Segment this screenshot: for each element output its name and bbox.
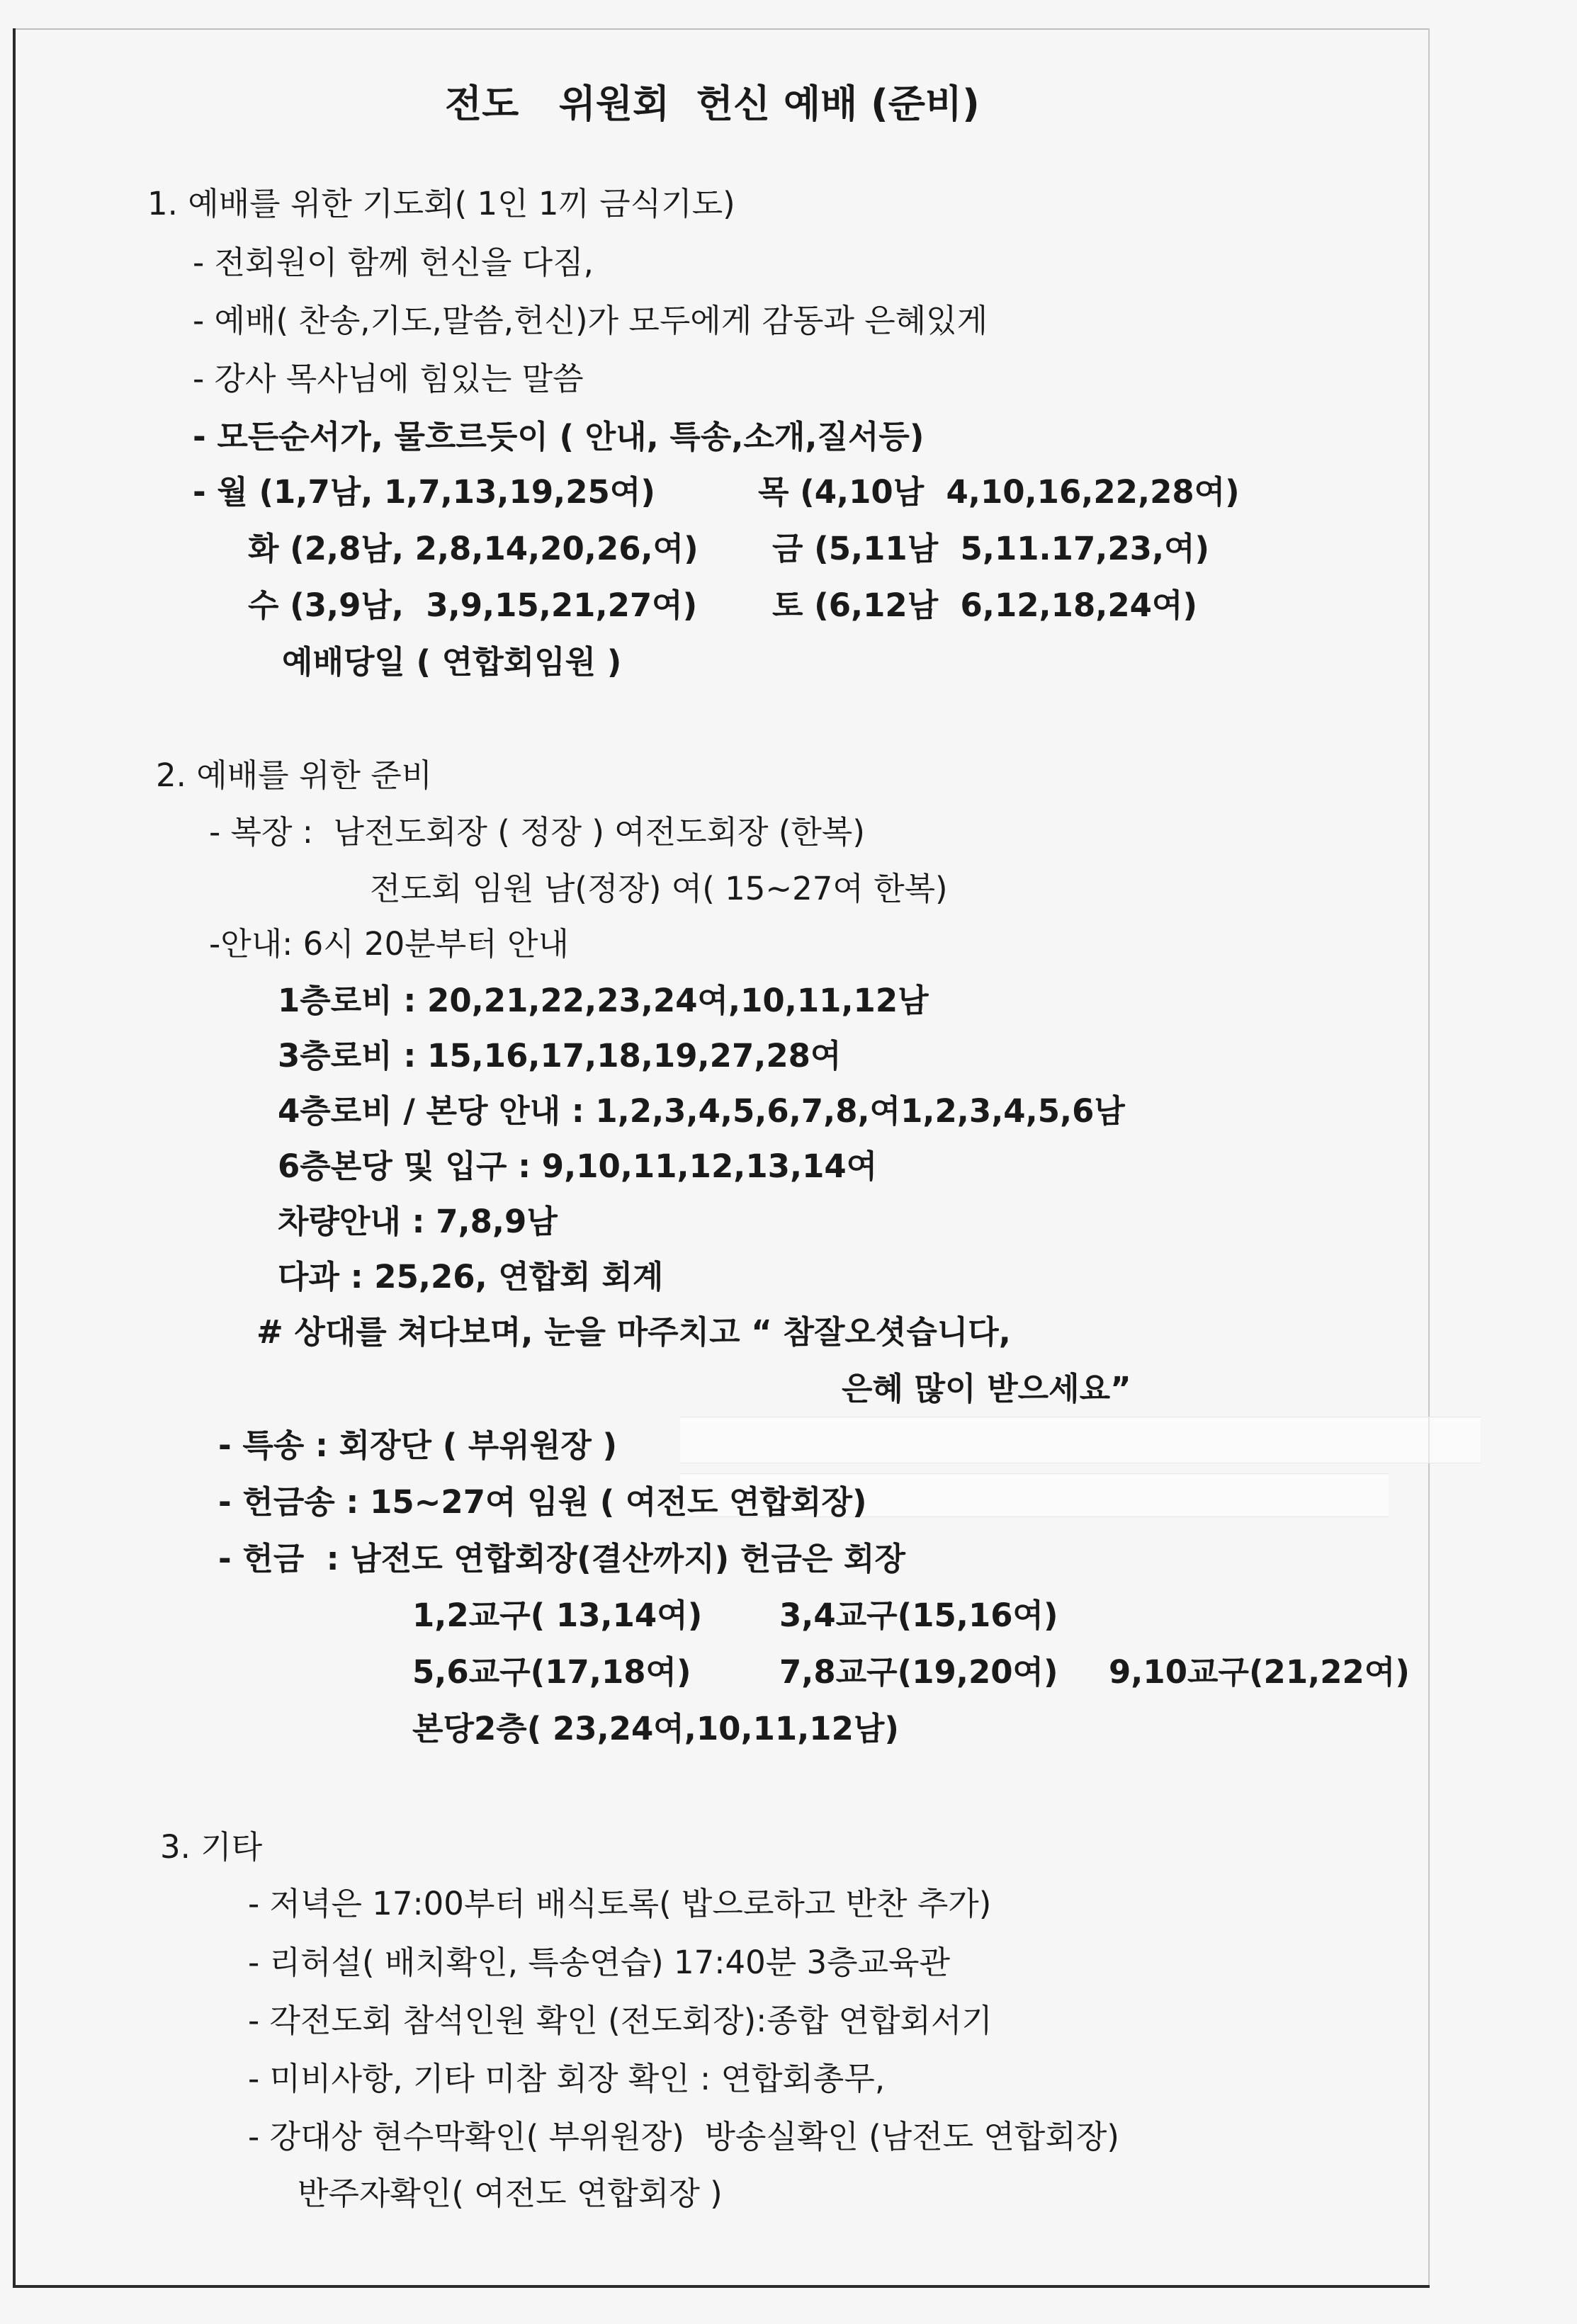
section1-item: - 모든순서가, 물흐르듯이 ( 안내, 특송,소개,질서등) (193, 418, 925, 455)
schedule-left: 화 (2,8남, 2,8,14,20,26,여) (248, 530, 699, 567)
guide-line: -안내: 6시 20분부터 안내 (209, 925, 569, 963)
page-frame-right (1428, 28, 1430, 2288)
service-day: 예배당일 ( 연합회임원 ) (282, 643, 622, 681)
page-frame-top (13, 28, 1430, 30)
section1-item: - 예배( 찬송,기도,말씀,헌신)가 모두에게 감동과 은혜있게 (193, 302, 988, 339)
schedule-left: - 월 (1,7남, 1,7,13,19,25여) (193, 473, 655, 511)
offering-line: - 헌금 : 남전도 연합회장(결산까지) 헌금은 회장 (218, 1540, 905, 1577)
section3-item: - 저녁은 17:00부터 배식토록( 밥으로하고 반찬 추가) (248, 1885, 992, 1922)
guide-item: 차량안내 : 7,8,9남 (278, 1203, 558, 1240)
dress-line-2: 전도회 임원 남(정장) 여( 15~27여 한복) (370, 870, 948, 907)
guide-item: 1층로비 : 20,21,22,23,24여,10,11,12남 (278, 982, 929, 1019)
page-frame-bottom (13, 2285, 1430, 2288)
correction-tape (680, 1417, 1481, 1463)
offering-group: 5,6교구(17,18여) (412, 1653, 691, 1691)
offering-group: 본당2층( 23,24여,10,11,12남) (412, 1710, 899, 1747)
section3-heading: 3. 기타 (160, 1828, 263, 1866)
section1-heading: 1. 예배를 위한 기도회( 1인 1끼 금식기도) (147, 185, 735, 222)
section1-item: - 강사 목사님에 힘있는 말씀 (193, 360, 584, 397)
offering-group: 1,2교구( 13,14여) (412, 1597, 703, 1634)
schedule-right: 금 (5,11남 5,11.17,23,여) (772, 530, 1210, 567)
greeting-line-2: 은혜 많이 받으세요” (842, 1370, 1131, 1407)
guide-item: 3층로비 : 15,16,17,18,19,27,28여 (278, 1037, 842, 1075)
guide-item: 다과 : 25,26, 연합회 회계 (278, 1258, 664, 1296)
section3-last-line: 반주자확인( 여전도 연합회장 ) (298, 2175, 723, 2212)
guide-item: 4층로비 / 본당 안내 : 1,2,3,4,5,6,7,8,여1,2,3,4,5,6남 (278, 1092, 1125, 1130)
offering-group: 7,8교구(19,20여) (779, 1653, 1058, 1691)
section3-item: - 강대상 현수막확인( 부위원장) 방송실확인 (남전도 연합회장) (248, 2118, 1119, 2155)
section2-heading: 2. 예배를 위한 준비 (156, 756, 433, 794)
offering-group: 9,10교구(21,22여) (1109, 1653, 1410, 1691)
page-title: 전도 위원회 헌신 예배 (준비) (445, 81, 980, 126)
guide-item: 6층본당 및 입구 : 9,10,11,12,13,14여 (278, 1147, 878, 1185)
section3-item: - 각전도회 참석인원 확인 (전도회장):종합 연합회서기 (248, 2002, 993, 2039)
section3-item: - 리허설( 배치확인, 특송연습) 17:40분 3층교육관 (248, 1944, 951, 1981)
section1-item: - 전회원이 함께 헌신을 다짐, (193, 244, 594, 281)
section3-item: - 미비사항, 기타 미참 회장 확인 : 연합회총무, (248, 2060, 886, 2097)
page-frame-left (13, 28, 16, 2288)
greeting-line-1: # 상대를 쳐다보며, 눈을 마주치고 “ 참잘오셧습니다, (256, 1313, 1011, 1351)
offering-group: 3,4교구(15,16여) (779, 1597, 1058, 1634)
schedule-right: 목 (4,10남 4,10,16,22,28여) (758, 473, 1240, 511)
dress-line-1: - 복장 : 남전도회장 ( 정장 ) 여전도회장 (한복) (209, 813, 865, 851)
schedule-left: 수 (3,9남, 3,9,15,21,27여) (248, 586, 698, 624)
offering-song-line: - 헌금송 : 15~27여 임원 ( 여전도 연합회장) (218, 1483, 867, 1521)
special-song-line: - 특송 : 회장단 ( 부위원장 ) (218, 1427, 618, 1464)
schedule-right: 토 (6,12남 6,12,18,24여) (772, 586, 1198, 624)
